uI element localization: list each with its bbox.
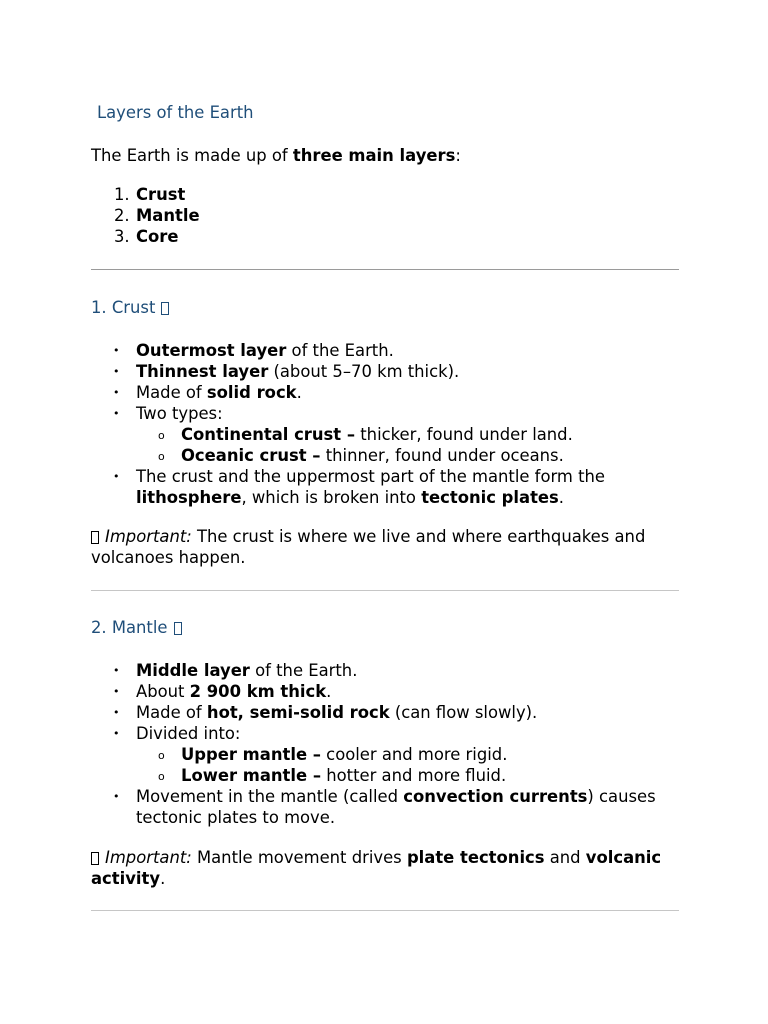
- text: (about 5–70 km thick).: [268, 362, 460, 381]
- text: of the Earth.: [286, 341, 394, 360]
- sublist-item: [136, 744, 679, 765]
- bold-text: Middle layer: [136, 661, 250, 680]
- bold-text: tectonic plates: [421, 488, 559, 507]
- bold-text: convection currents: [403, 787, 588, 806]
- list-item: [91, 466, 679, 508]
- intro-paragraph: [91, 145, 461, 167]
- crust-types-sublist: [136, 424, 679, 466]
- section-divider: [91, 269, 679, 270]
- list-item: [91, 340, 679, 361]
- list-number: 1.: [114, 185, 130, 204]
- crust-important-note: [91, 526, 679, 568]
- text: Divided into:: [136, 724, 241, 743]
- note-text: .: [160, 869, 166, 888]
- bold-text: Oceanic crust –: [181, 446, 321, 465]
- list-label: Mantle: [136, 206, 200, 225]
- list-item: [91, 786, 679, 828]
- list-number: 2.: [114, 206, 130, 225]
- text: hotter and more fluid.: [321, 766, 507, 785]
- note-label: Important:: [105, 527, 192, 546]
- text: Made of: [136, 383, 207, 402]
- text: , which is broken into: [241, 488, 422, 507]
- section-divider: [91, 910, 679, 911]
- mantle-bullet-list: [91, 660, 679, 828]
- text: ) causes tectonic plates to move.: [136, 787, 656, 827]
- sublist-item: [136, 445, 679, 466]
- crust-heading-text: 1. Crust: [91, 298, 156, 317]
- bold-text: hot, semi-solid rock: [206, 703, 390, 722]
- note-text: The crust is where we live and where earthquakes and volcanoes happen.: [91, 527, 646, 567]
- bold-text: Thinnest layer: [136, 362, 269, 381]
- section-divider: [91, 590, 679, 591]
- list-item: [91, 382, 679, 403]
- text: .: [558, 488, 564, 507]
- intro-prefix: The Earth is made up of: [91, 146, 293, 165]
- sublist-item: [136, 424, 679, 445]
- text: of the Earth.: [249, 661, 358, 680]
- crust-heading: [91, 297, 169, 319]
- list-number: 3.: [114, 227, 130, 246]
- text: Made of: [136, 703, 207, 722]
- sublist-item: [136, 765, 679, 786]
- mantle-heading: [91, 617, 182, 639]
- list-label: Crust: [136, 185, 186, 204]
- text: (can flow slowly).: [389, 703, 538, 722]
- document-title: Layers of the Earth: [97, 103, 254, 122]
- list-label: Core: [136, 227, 179, 246]
- text: thicker, found under land.: [355, 425, 573, 444]
- text: .: [296, 383, 302, 402]
- bold-text: lithosphere: [136, 488, 242, 507]
- text: Movement in the mantle (called: [136, 787, 404, 806]
- text: Two types:: [136, 404, 223, 423]
- note-text: Mantle movement drives: [191, 848, 407, 867]
- text: cooler and more rigid.: [320, 745, 508, 764]
- missing-glyph-icon: [174, 622, 182, 635]
- list-item: [91, 361, 679, 382]
- list-item: [91, 403, 679, 466]
- missing-glyph-icon: [161, 302, 169, 315]
- list-item: [91, 660, 679, 681]
- intro-bold: three main layers: [292, 146, 456, 165]
- note-text: and: [544, 848, 586, 867]
- text: .: [326, 682, 332, 701]
- missing-glyph-icon: [91, 531, 99, 544]
- text: The crust and the uppermost part of the mantle form the: [136, 467, 606, 486]
- bold-text: 2 900 km thick: [189, 682, 327, 701]
- bold-text: Outermost layer: [136, 341, 287, 360]
- mantle-heading-text: 2. Mantle: [91, 618, 168, 637]
- intro-suffix: :: [455, 146, 461, 165]
- bold-text: Upper mantle –: [181, 745, 321, 764]
- list-item: [91, 723, 679, 786]
- list-item: [91, 702, 679, 723]
- missing-glyph-icon: [91, 852, 99, 865]
- text: About: [136, 682, 190, 701]
- bold-text: volcanic activity: [91, 848, 662, 888]
- bold-text: Continental crust –: [181, 425, 356, 444]
- text: thinner, found under oceans.: [320, 446, 564, 465]
- list-item: [91, 681, 679, 702]
- note-label: Important:: [105, 848, 192, 867]
- bold-text: solid rock: [206, 383, 297, 402]
- mantle-parts-sublist: [136, 744, 679, 786]
- bold-text: plate tectonics: [406, 848, 545, 867]
- mantle-important-note: [91, 847, 679, 889]
- bold-text: Lower mantle –: [181, 766, 322, 785]
- crust-bullet-list: [91, 340, 679, 508]
